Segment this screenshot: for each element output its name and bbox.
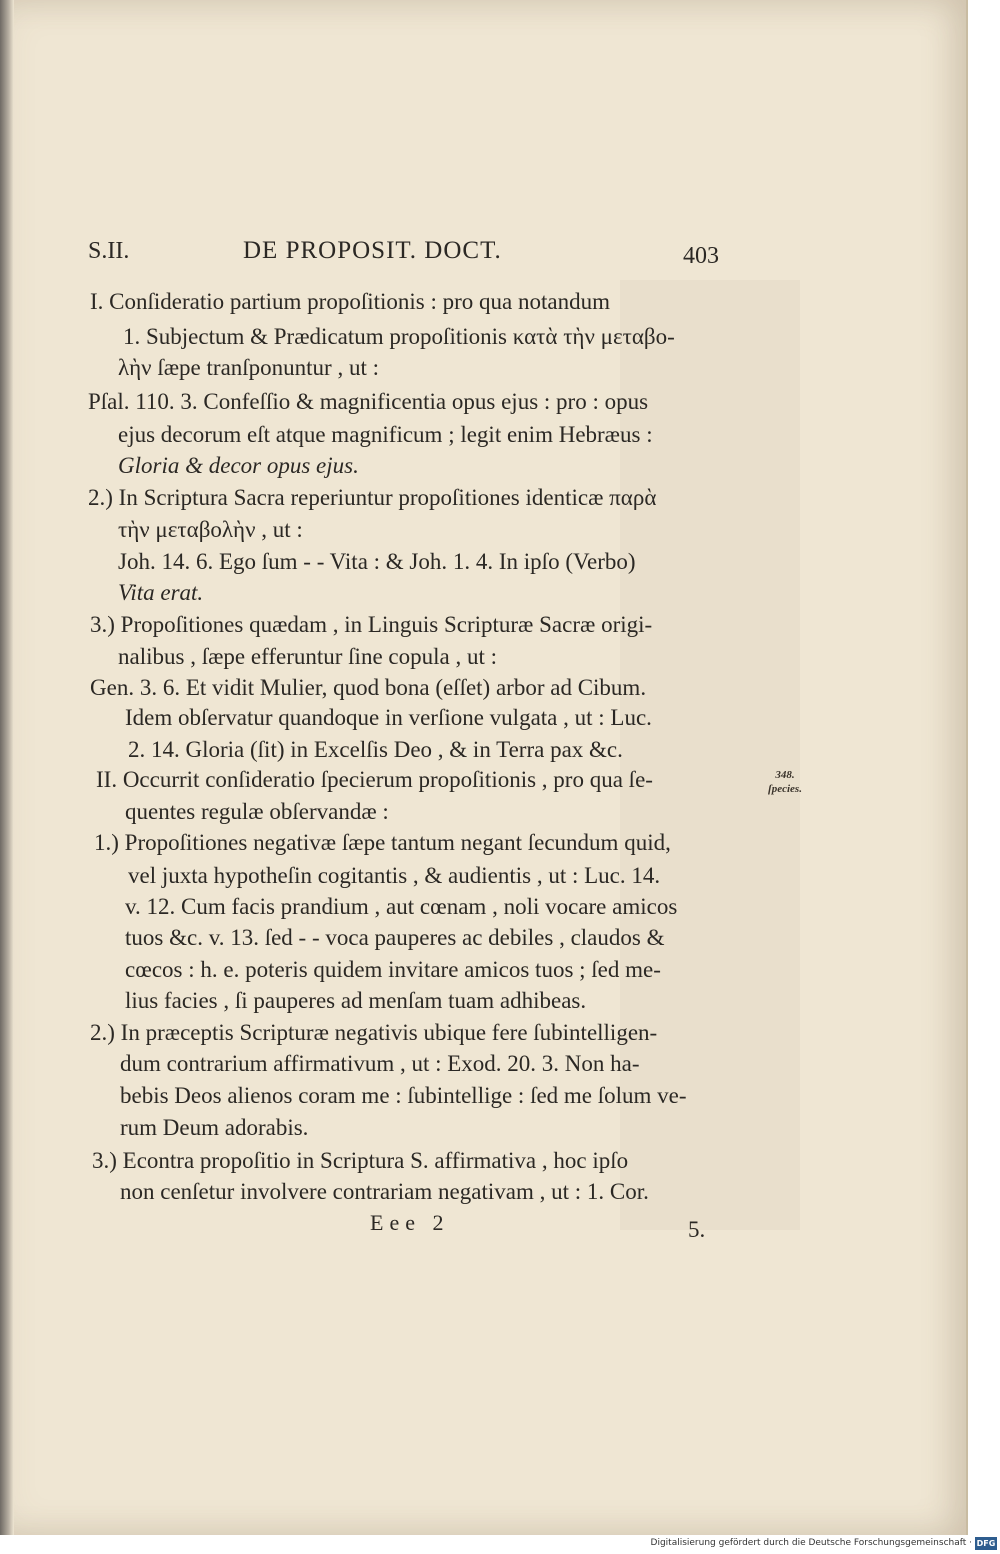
text-line: vel juxta hypotheſin cogitantis , & audientis , ut : Luc. 14. xyxy=(128,863,661,888)
text-line: quentes regulæ obſervandæ : xyxy=(125,799,389,824)
text-line: I. Conſideratio partium propoſitionis : pro qua notandum xyxy=(90,289,610,314)
text-line: cœcos : h. e. poteris quidem invitare amicos tuos ; ſed me- xyxy=(125,957,661,982)
text-line: Gen. 3. 6. Et vidit Mulier, quod bona (eſſet) arbor ad Cibum. xyxy=(90,675,647,700)
text-line: 1. Subjectum & Prædicatum propoſitionis κατὰ τὴν μεταβο- xyxy=(123,324,675,349)
text-line: non cenſetur involvere contrariam negativam , ut : 1. Cor. xyxy=(120,1179,649,1204)
text-line: 2.) In Scriptura Sacra reperiuntur propoſitiones identicæ παρὰ xyxy=(88,485,657,510)
page-edge-right xyxy=(966,0,968,1535)
funding-credit: Digitalisierung gefördert durch die Deutsche Forschungsgemeinschaft · xyxy=(650,1538,972,1548)
text-line: 2. 14. Gloria (ſit) in Excelſis Deo , & in Terra pax &c. xyxy=(128,737,623,762)
text-line: nalibus , ſæpe efferuntur ſine copula , ut : xyxy=(118,644,497,669)
text-line: 1.) Propoſitiones negativæ ſæpe tantum negant ſecundum quid, xyxy=(94,830,671,855)
text-line: 3.) Econtra propoſitio in Scriptura S. affirmativa , hoc ipſo xyxy=(92,1148,629,1173)
signature-mark: Eee 2 xyxy=(370,1210,450,1235)
text-line: ejus decorum eſt atque magnificum ; legit enim Hebræus : xyxy=(118,422,653,447)
footer-bar xyxy=(0,1535,1000,1554)
text-line: τὴν μεταβολὴν , ut : xyxy=(118,517,303,542)
text-line: Gloria & decor opus ejus. xyxy=(118,453,359,478)
text-line: bebis Deos alienos coram me : ſubintellige : ſed me ſolum ve- xyxy=(120,1083,687,1108)
text-line: Pſal. 110. 3. Confeſſio & magnificentia opus ejus : pro : opus xyxy=(88,389,649,414)
margin-note-number: 348. xyxy=(775,769,795,781)
text-line: II. Occurrit conſideratio ſpecierum propoſitionis , pro qua ſe- xyxy=(96,767,653,792)
dfg-logo-icon: DFG xyxy=(976,1539,996,1548)
text-line: λὴν ſæpe tranſponuntur , ut : xyxy=(118,355,379,380)
text-line: lius facies , ſi pauperes ad menſam tuam adhibeas. xyxy=(125,988,587,1013)
catchword: 5. xyxy=(688,1217,706,1242)
page-number: 403 xyxy=(683,243,719,269)
margin-note-word: ſpecies. xyxy=(768,783,802,795)
margin-note xyxy=(760,768,810,796)
text-line: Idem obſervatur quandoque in verſione vulgata , ut : Luc. xyxy=(125,705,652,730)
book-binding-edge xyxy=(0,0,14,1535)
text-line: 3.) Propoſitiones quædam , in Linguis Scripturæ Sacræ origi- xyxy=(90,612,653,637)
text-line: 2.) In præceptis Scripturæ negativis ubique fere ſubintelligen- xyxy=(90,1020,658,1045)
text-line: Vita erat. xyxy=(118,580,204,605)
text-line: tuos &c. v. 13. ſed - - voca pauperes ac debiles , claudos & xyxy=(125,925,665,950)
text-line: v. 12. Cum facis prandium , aut cœnam , noli vocare amicos xyxy=(125,894,678,919)
section-label: S.II. xyxy=(88,238,130,264)
text-line: rum Deum adorabis. xyxy=(120,1115,309,1140)
text-line: Joh. 14. 6. Ego ſum - - Vita : & Joh. 1. 4. In ipſo (Verbo) xyxy=(118,549,636,574)
running-title: DE PROPOSIT. DOCT. xyxy=(243,237,502,264)
text-line: dum contrarium affirmativum , ut : Exod. 20. 3. Non ha- xyxy=(120,1051,640,1076)
